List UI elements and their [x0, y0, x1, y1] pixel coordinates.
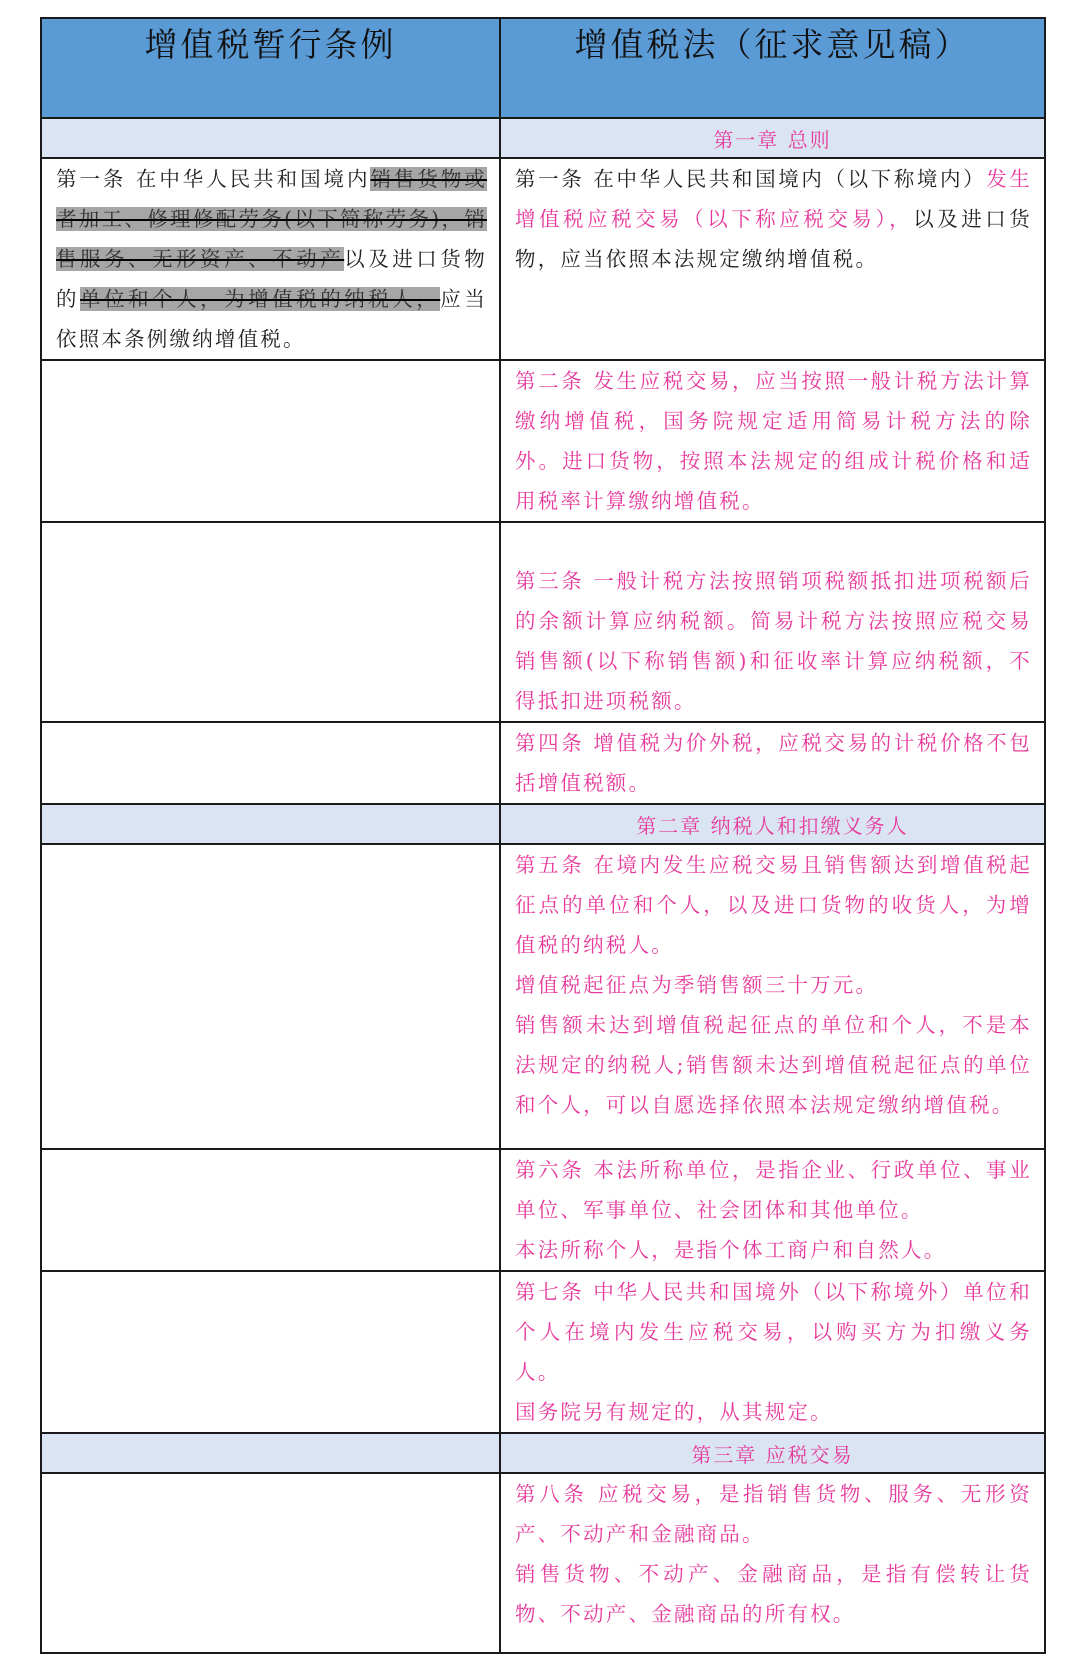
right-a8-para-2: 销售货物、不动产、金融商品，是指有偿转让货物、不动产、金融商品的所有权。	[515, 1562, 1032, 1626]
left-empty-3	[41, 522, 500, 722]
article-row-5	[41, 844, 1045, 1149]
chapter-row-1	[41, 118, 1045, 158]
left-article-1	[41, 158, 500, 360]
left-empty-7	[41, 1271, 500, 1433]
right-a7-para-2: 国务院另有规定的，从其规定。	[515, 1400, 833, 1424]
left-a1-deleted-1: 销售货物或者加工、修理修配劳务(以下简称劳务)，销售服务、无形资产、不动产	[56, 167, 487, 271]
chapter-row-2	[41, 804, 1045, 844]
right-a5-para-1: 第五条 在境内发生应税交易且销售额达到增值税起征点的单位和个人，以及进口货物的收货人，为增值税的纳税人。	[515, 853, 1032, 957]
article-row-8	[41, 1473, 1045, 1653]
left-empty-8	[41, 1473, 500, 1653]
right-a5-para-2: 增值税起征点为季销售额三十万元。	[515, 973, 879, 997]
right-article-6	[500, 1149, 1045, 1271]
right-article-8	[500, 1473, 1045, 1653]
right-a6-para-2: 本法所称个人，是指个体工商户和自然人。	[515, 1238, 947, 1262]
left-empty-2	[41, 360, 500, 522]
right-a4-text: 第四条 增值税为价外税，应税交易的计税价格不包括增值税额。	[515, 731, 1032, 795]
right-a1-text-2: 以及进口货物，应当依照本法规定缴纳增值税。	[515, 207, 1033, 271]
article-row-2	[41, 360, 1045, 522]
header-left: 增值税暂行条例	[41, 18, 500, 118]
chapter-row-3	[41, 1433, 1045, 1473]
article-row-6	[41, 1149, 1045, 1271]
right-a5-para-3: 销售额未达到增值税起征点的单位和个人，不是本法规定的纳税人;销售额未达到增值税起征点的单位和个人，可以自愿选择依照本法规定缴纳增值税。	[515, 1013, 1032, 1117]
right-article-3	[500, 522, 1045, 722]
left-a1-text-1: 第一条 在中华人民共和国境内	[56, 167, 371, 191]
right-a2-text: 第二条 发生应税交易，应当按照一般计税方法计算缴纳增值税，国务院规定适用简易计税方法的除外。进口货物，按照本法规定的组成计税价格和适用税率计算缴纳增值税。	[515, 369, 1032, 513]
comparison-table	[40, 17, 1046, 1654]
left-a1-text-2: 以及进口货物的	[56, 247, 488, 311]
article-row-3	[41, 522, 1045, 722]
right-a8-para-1: 第八条 应税交易，是指销售货物、服务、无形资产、不动产和金融商品。	[515, 1482, 1032, 1546]
right-a1-text-1: 第一条 在中华人民共和国境内（以下称境内）	[515, 167, 987, 191]
chapter-title-1: 第一章 总则	[500, 118, 1045, 158]
article-row-4	[41, 722, 1045, 804]
left-a1-text-3: 应当依照本条例缴纳增值税。	[56, 287, 488, 351]
right-article-5	[500, 844, 1045, 1149]
chapter-left-empty-2	[41, 804, 500, 844]
right-a7-para-1: 第七条 中华人民共和国境外（以下称境外）单位和个人在境内发生应税交易，以购买方为扣缴义务人。	[515, 1280, 1032, 1384]
chapter-left-empty	[41, 118, 500, 158]
right-a3-text: 第三条 一般计税方法按照销项税额抵扣进项税额后的余额计算应纳税额。简易计税方法按照应税交易销售额(以下称销售额)和征收率计算应纳税额，不得抵扣进项税额。	[515, 569, 1032, 713]
article-row-1	[41, 158, 1045, 360]
article-row-7	[41, 1271, 1045, 1433]
chapter-left-empty-3	[41, 1433, 500, 1473]
left-empty-5	[41, 844, 500, 1149]
left-a1-deleted-2: 单位和个人，为增值税的纳税人，	[80, 287, 441, 311]
chapter-title-3: 第三章 应税交易	[500, 1433, 1045, 1473]
chapter-title-2: 第二章 纳税人和扣缴义务人	[500, 804, 1045, 844]
right-article-1	[500, 158, 1045, 360]
right-article-7	[500, 1271, 1045, 1433]
header-row	[41, 18, 1045, 118]
left-empty-6	[41, 1149, 500, 1271]
left-empty-4	[41, 722, 500, 804]
right-article-4	[500, 722, 1045, 804]
right-a6-para-1: 第六条 本法所称单位，是指企业、行政单位、事业单位、军事单位、社会团体和其他单位。	[515, 1158, 1032, 1222]
right-a1-new-text: 发生增值税应税交易（以下称应税交易），	[515, 167, 1032, 231]
header-right: 增值税法（征求意见稿）	[500, 18, 1045, 118]
right-article-2	[500, 360, 1045, 522]
